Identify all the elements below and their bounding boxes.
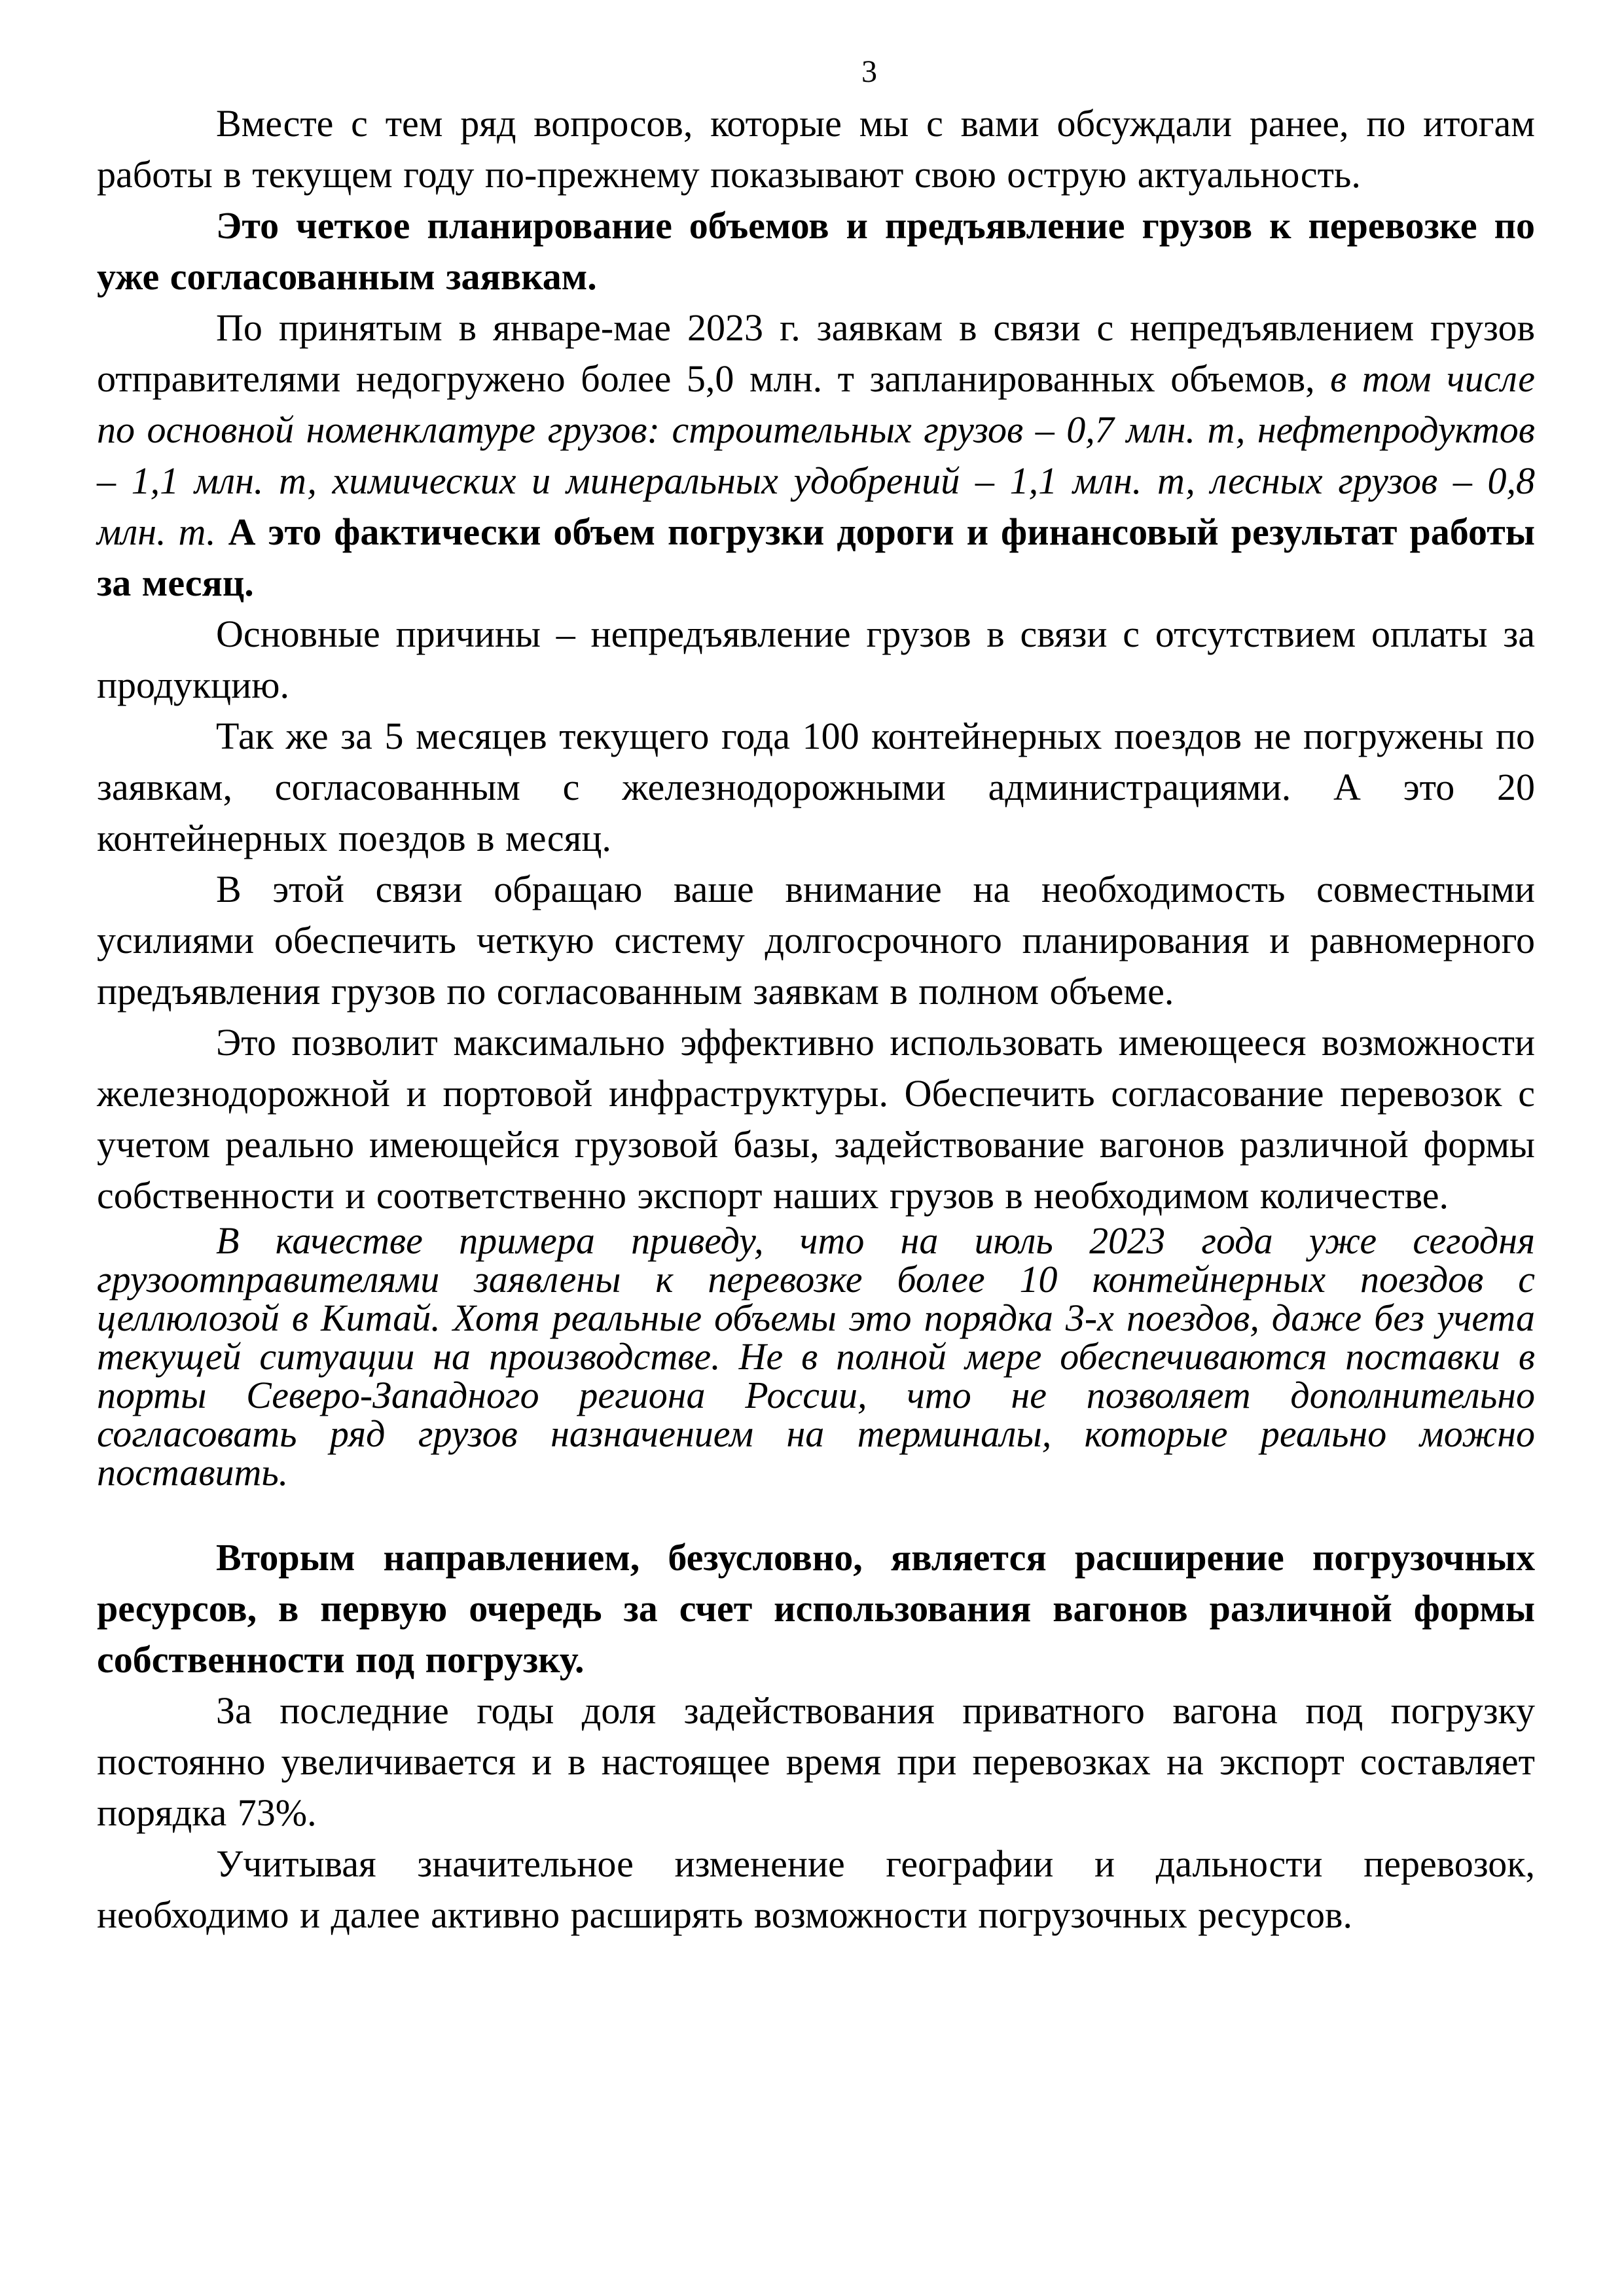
- paragraph: [97, 1221, 1535, 1492]
- text-run: А это фактически объем погрузки дороги и финансовый результат работы за месяц.: [97, 511, 1535, 604]
- text-run: По принятым в январе-мае 2023 г. заявкам в связи с непредъявлением грузов отправителями недогружено более 5,0 млн. т запланированных объемов,: [97, 306, 1535, 400]
- paragraph: [97, 864, 1535, 1017]
- text-run: Основные причины – непредъявление грузов в связи с отсутствием оплаты за продукцию.: [97, 613, 1535, 706]
- text-run: Так же за 5 месяцев текущего года 100 контейнерных поездов не погружены по заявкам, согласованным с железнодорожными администрациями. А это 20 контейнерных поездов в месяц.: [97, 715, 1535, 859]
- paragraph: [97, 1839, 1535, 1941]
- text-run: Это позволит максимально эффективно использовать имеющееся возможности железнодорожной и портовой инфраструктуры. Обеспечить согласование перевозок с учетом реально имеющейся грузовой базы, задействование вагонов различной формы собственности и соответственно экспорт наших грузов в необходимом количестве.: [97, 1021, 1535, 1217]
- text-run: Учитывая значительное изменение географии и дальности перевозок, необходимо и далее активно расширять возможности погрузочных ресурсов.: [97, 1842, 1535, 1936]
- paragraph: [97, 1017, 1535, 1221]
- paragraph: [97, 98, 1535, 200]
- paragraph: [97, 1532, 1535, 1685]
- text-run: Это четкое планирование объемов и предъявление грузов к перевозке по уже согласованным заявкам.: [97, 204, 1535, 298]
- paragraph: [97, 711, 1535, 864]
- paragraph: [97, 609, 1535, 711]
- paragraph: [97, 302, 1535, 609]
- page-number: 3: [861, 54, 877, 89]
- text-run: В качестве примера приведу, что на июль 2023 года уже сегодня грузоотправителями заявлены к перевозке более 10 контейнерных поездов с целлюлозой в Китай. Хотя реальные объемы это порядка 3-х поездов, даже без учета текущей ситуации на производстве. Не в полной мере обеспечиваются поставки в порты Северо-Западного региона России, что не позволяет дополнительно согласовать ряд грузов назначением на терминалы, которые реально можно поставить.: [97, 1219, 1535, 1494]
- text-run: в том числе по основной номенклатуре грузов: строительных грузов – 0,7 млн. т, нефтепродуктов – 1,1 млн. т, химических и минеральных удобрений – 1,1 млн. т, лесных грузов – 0,8 млн. т.: [97, 357, 1535, 553]
- text-run: Вторым направлением, безусловно, является расширение погрузочных ресурсов, в первую очередь за счет использования вагонов различной формы собственности под погрузку.: [97, 1536, 1535, 1681]
- paragraph: [97, 200, 1535, 302]
- text-run: Вместе с тем ряд вопросов, которые мы с вами обсуждали ранее, по итогам работы в текущем году по-прежнему показывают свою острую актуальность.: [97, 102, 1535, 196]
- document-body: [97, 98, 1535, 1941]
- text-run: В этой связи обращаю ваше внимание на необходимость совместными усилиями обеспечить четкую систему долгосрочного планирования и равномерного предъявления грузов по согласованным заявкам в полном объеме.: [97, 868, 1535, 1013]
- text-run: За последние годы доля задействования приватного вагона под погрузку постоянно увеличивается и в настоящее время при перевозках на экспорт составляет порядка 73%.: [97, 1689, 1535, 1834]
- paragraph: [97, 1685, 1535, 1839]
